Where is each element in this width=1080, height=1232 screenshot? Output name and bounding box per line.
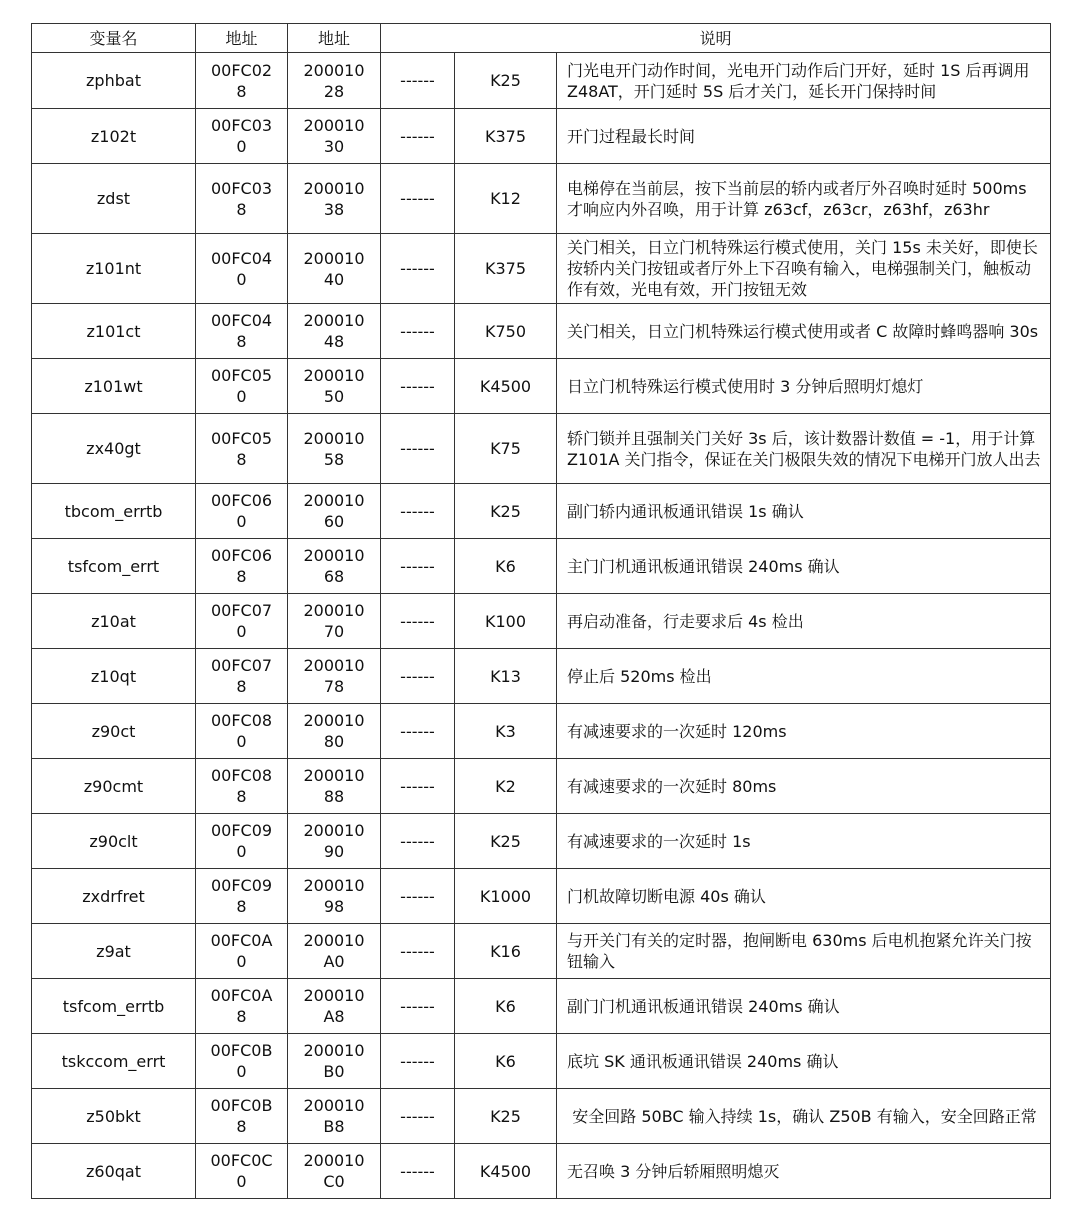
desc: 有减速要求的一次延时 1s — [557, 814, 1051, 869]
desc: 再启动准备，行走要求后 4s 检出 — [557, 594, 1051, 649]
dash: ------ — [381, 304, 455, 359]
table-row — [32, 649, 1051, 704]
addr1: 00FC03 0 — [196, 109, 288, 164]
dash: ------ — [381, 53, 455, 109]
table-row — [32, 414, 1051, 484]
k-value: K1000 — [455, 869, 557, 924]
var-name: z9at — [32, 924, 196, 979]
addr1: 00FC0A 8 — [196, 979, 288, 1034]
table-row — [32, 484, 1051, 539]
table-row — [32, 1089, 1051, 1144]
variable-table — [31, 23, 1051, 1199]
addr2: 200010 60 — [288, 484, 381, 539]
var-name: zphbat — [32, 53, 196, 109]
var-name: tsfcom_errtb — [32, 979, 196, 1034]
desc: 副门门机通讯板通讯错误 240ms 确认 — [557, 979, 1051, 1034]
dash: ------ — [381, 1144, 455, 1199]
desc: 日立门机特殊运行模式使用时 3 分钟后照明灯熄灯 — [557, 359, 1051, 414]
k-value: K6 — [455, 539, 557, 594]
desc: 副门轿内通讯板通讯错误 1s 确认 — [557, 484, 1051, 539]
table-row — [32, 704, 1051, 759]
header-name: 变量名 — [32, 24, 196, 53]
desc: 与开关门有关的定时器，抱闸断电 630ms 后电机抱紧允许关门按钮输入 — [557, 924, 1051, 979]
addr1: 00FC09 8 — [196, 869, 288, 924]
dash: ------ — [381, 594, 455, 649]
table-row — [32, 164, 1051, 234]
addr2: 200010 58 — [288, 414, 381, 484]
addr1: 00FC0C 0 — [196, 1144, 288, 1199]
addr2: 200010 B0 — [288, 1034, 381, 1089]
table-row — [32, 109, 1051, 164]
addr1: 00FC04 8 — [196, 304, 288, 359]
addr2: 200010 80 — [288, 704, 381, 759]
dash: ------ — [381, 759, 455, 814]
k-value: K4500 — [455, 1144, 557, 1199]
addr2: 200010 A8 — [288, 979, 381, 1034]
table-row — [32, 53, 1051, 109]
var-name: tsfcom_errt — [32, 539, 196, 594]
table-row — [32, 594, 1051, 649]
addr2: 200010 70 — [288, 594, 381, 649]
addr2: 200010 38 — [288, 164, 381, 234]
dash: ------ — [381, 109, 455, 164]
desc: 有减速要求的一次延时 120ms — [557, 704, 1051, 759]
var-name: z101ct — [32, 304, 196, 359]
addr1: 00FC05 0 — [196, 359, 288, 414]
var-name: z10qt — [32, 649, 196, 704]
addr2: 200010 98 — [288, 869, 381, 924]
addr1: 00FC03 8 — [196, 164, 288, 234]
table-row — [32, 759, 1051, 814]
var-name: zx40gt — [32, 414, 196, 484]
dash: ------ — [381, 484, 455, 539]
dash: ------ — [381, 164, 455, 234]
k-value: K75 — [455, 414, 557, 484]
addr2: 200010 68 — [288, 539, 381, 594]
desc: 主门门机通讯板通讯错误 240ms 确认 — [557, 539, 1051, 594]
addr2: 200010 88 — [288, 759, 381, 814]
desc: 安全回路 50BC 输入持续 1s，确认 Z50B 有输入，安全回路正常 — [557, 1089, 1051, 1144]
k-value: K13 — [455, 649, 557, 704]
var-name: z60qat — [32, 1144, 196, 1199]
k-value: K12 — [455, 164, 557, 234]
dash: ------ — [381, 649, 455, 704]
addr1: 00FC0B 0 — [196, 1034, 288, 1089]
table-row — [32, 1034, 1051, 1089]
var-name: z90ct — [32, 704, 196, 759]
dash: ------ — [381, 1089, 455, 1144]
desc: 门光电开门动作时间，光电开门动作后门开好，延时 1S 后再调用 Z48AT，开门延时 5S 后才关门，延长开门保持时间 — [557, 53, 1051, 109]
desc: 关门相关，日立门机特殊运行模式使用或者 C 故障时蜂鸣器响 30s — [557, 304, 1051, 359]
table-row — [32, 234, 1051, 304]
dash: ------ — [381, 979, 455, 1034]
k-value: K16 — [455, 924, 557, 979]
dash: ------ — [381, 704, 455, 759]
desc: 开门过程最长时间 — [557, 109, 1051, 164]
var-name: z101nt — [32, 234, 196, 304]
header-desc: 说明 — [381, 24, 1051, 53]
desc: 轿门锁并且强制关门关好 3s 后，该计数器计数值 = -1，用于计算 Z101A 关门指令，保证在关门极限失效的情况下电梯开门放人出去 — [557, 414, 1051, 484]
k-value: K25 — [455, 484, 557, 539]
addr1: 00FC06 0 — [196, 484, 288, 539]
k-value: K100 — [455, 594, 557, 649]
table-row — [32, 979, 1051, 1034]
dash: ------ — [381, 359, 455, 414]
desc: 停止后 520ms 检出 — [557, 649, 1051, 704]
k-value: K6 — [455, 979, 557, 1034]
table-row — [32, 869, 1051, 924]
dash: ------ — [381, 234, 455, 304]
var-name: z101wt — [32, 359, 196, 414]
addr2: 200010 B8 — [288, 1089, 381, 1144]
k-value: K4500 — [455, 359, 557, 414]
desc: 电梯停在当前层，按下当前层的轿内或者厅外召唤时延时 500ms 才响应内外召唤，用于计算 z63cf，z63cr，z63hf，z63hr — [557, 164, 1051, 234]
table-row — [32, 814, 1051, 869]
var-name: z90cmt — [32, 759, 196, 814]
addr2: 200010 48 — [288, 304, 381, 359]
desc: 无召唤 3 分钟后轿厢照明熄灭 — [557, 1144, 1051, 1199]
addr2: 200010 A0 — [288, 924, 381, 979]
header-row — [32, 24, 1051, 53]
var-name: z90clt — [32, 814, 196, 869]
var-name: zxdrfret — [32, 869, 196, 924]
header-addr2: 地址 — [288, 24, 381, 53]
k-value: K25 — [455, 814, 557, 869]
addr1: 00FC09 0 — [196, 814, 288, 869]
k-value: K6 — [455, 1034, 557, 1089]
addr1: 00FC08 8 — [196, 759, 288, 814]
addr1: 00FC06 8 — [196, 539, 288, 594]
var-name: z10at — [32, 594, 196, 649]
addr2: 200010 40 — [288, 234, 381, 304]
desc: 门机故障切断电源 40s 确认 — [557, 869, 1051, 924]
addr1: 00FC07 0 — [196, 594, 288, 649]
addr1: 00FC08 0 — [196, 704, 288, 759]
table-row — [32, 539, 1051, 594]
addr1: 00FC02 8 — [196, 53, 288, 109]
table-row — [32, 304, 1051, 359]
addr1: 00FC0B 8 — [196, 1089, 288, 1144]
addr2: 200010 28 — [288, 53, 381, 109]
addr1: 00FC05 8 — [196, 414, 288, 484]
addr2: 200010 50 — [288, 359, 381, 414]
addr1: 00FC0A 0 — [196, 924, 288, 979]
table-row — [32, 924, 1051, 979]
var-name: z102t — [32, 109, 196, 164]
desc: 底坑 SK 通讯板通讯错误 240ms 确认 — [557, 1034, 1051, 1089]
var-name: z50bkt — [32, 1089, 196, 1144]
addr2: 200010 90 — [288, 814, 381, 869]
k-value: K2 — [455, 759, 557, 814]
k-value: K25 — [455, 53, 557, 109]
desc: 有减速要求的一次延时 80ms — [557, 759, 1051, 814]
desc: 关门相关，日立门机特殊运行模式使用，关门 15s 未关好，即使长按轿内关门按钮或者厅外上下召唤有输入，电梯强制关门，触板动作有效，光电有效，开门按钮无效 — [557, 234, 1051, 304]
header-addr1: 地址 — [196, 24, 288, 53]
dash: ------ — [381, 414, 455, 484]
k-value: K25 — [455, 1089, 557, 1144]
addr2: 200010 30 — [288, 109, 381, 164]
dash: ------ — [381, 924, 455, 979]
k-value: K750 — [455, 304, 557, 359]
dash: ------ — [381, 1034, 455, 1089]
addr1: 00FC04 0 — [196, 234, 288, 304]
var-name: tskccom_errt — [32, 1034, 196, 1089]
var-name: zdst — [32, 164, 196, 234]
k-value: K375 — [455, 109, 557, 164]
k-value: K375 — [455, 234, 557, 304]
table-row — [32, 1144, 1051, 1199]
addr2: 200010 78 — [288, 649, 381, 704]
addr2: 200010 C0 — [288, 1144, 381, 1199]
dash: ------ — [381, 869, 455, 924]
var-name: tbcom_errtb — [32, 484, 196, 539]
k-value: K3 — [455, 704, 557, 759]
table-row — [32, 359, 1051, 414]
dash: ------ — [381, 814, 455, 869]
addr1: 00FC07 8 — [196, 649, 288, 704]
dash: ------ — [381, 539, 455, 594]
